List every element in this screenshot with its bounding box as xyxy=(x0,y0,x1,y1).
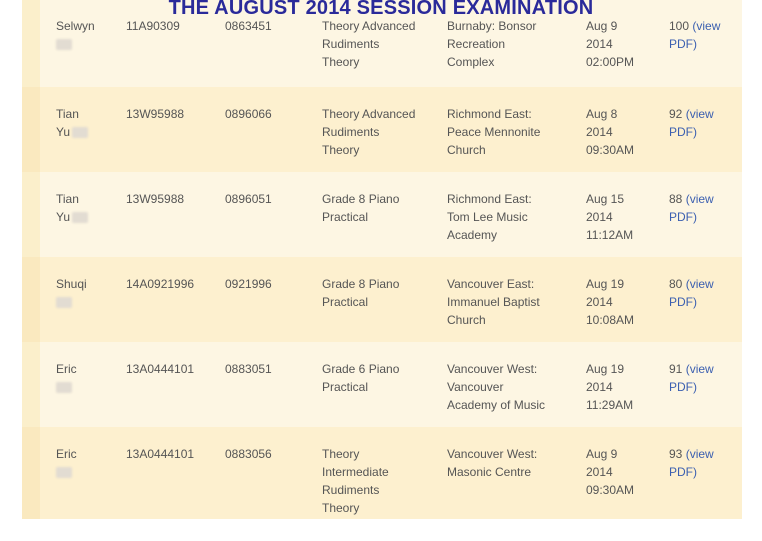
student-id: 13A0444101 xyxy=(126,447,195,461)
first-name: Eric xyxy=(56,362,77,376)
exam-name: Grade 6 Piano Practical xyxy=(322,362,400,394)
student-id: 13W95988 xyxy=(126,107,185,121)
result-cell xyxy=(669,105,739,141)
result-cell xyxy=(669,445,739,481)
results-table xyxy=(22,0,742,519)
table-row xyxy=(22,257,742,342)
redacted-surname xyxy=(56,297,72,308)
score: 80 xyxy=(669,277,683,291)
redacted-surname xyxy=(56,39,72,50)
name-cell xyxy=(56,17,116,53)
page-title: THE AUGUST 2014 SESSION EXAMINATION xyxy=(168,0,594,19)
table-row xyxy=(22,427,742,519)
student-id: 13A0444101 xyxy=(126,362,195,376)
view-pdf-link[interactable]: (view PDF) xyxy=(669,107,714,139)
table-row xyxy=(22,87,742,172)
result-cell xyxy=(669,360,739,396)
candidate-number: 0883051 xyxy=(225,362,272,376)
candidate-number: 0896051 xyxy=(225,192,272,206)
candidate-number: 0921996 xyxy=(225,277,272,291)
student-id: 14A0921996 xyxy=(126,277,195,291)
exam-location: Vancouver West: Masonic Centre xyxy=(447,447,538,479)
first-name: Selwyn xyxy=(56,19,95,33)
score: 91 xyxy=(669,362,683,376)
candidate-number: 0883056 xyxy=(225,447,272,461)
view-pdf-link[interactable]: (view PDF) xyxy=(669,19,721,51)
exam-date: Aug 8 2014 09:30AM xyxy=(586,107,635,157)
row-stripe xyxy=(22,172,40,257)
redacted-surname xyxy=(72,212,88,223)
score: 92 xyxy=(669,107,683,121)
exam-date: Aug 15 2014 11:12AM xyxy=(586,192,634,242)
view-pdf-link[interactable]: (view PDF) xyxy=(669,192,714,224)
view-pdf-link[interactable]: (view PDF) xyxy=(669,447,714,479)
exam-name: Theory Advanced Rudiments Theory xyxy=(322,19,416,69)
exam-date: Aug 19 2014 10:08AM xyxy=(586,277,635,327)
exam-location: Vancouver East: Immanuel Baptist Church xyxy=(447,277,540,327)
score: 100 xyxy=(669,19,690,33)
row-stripe xyxy=(22,87,40,172)
exam-name: Theory Intermediate Rudiments Theory xyxy=(322,447,389,515)
student-id: 13W95988 xyxy=(126,192,185,206)
name-cell xyxy=(56,105,116,141)
result-cell xyxy=(669,275,739,311)
exam-location: Richmond East: Tom Lee Music Academy xyxy=(447,192,532,242)
student-id: 11A90309 xyxy=(126,19,180,33)
exam-date: Aug 9 2014 09:30AM xyxy=(586,447,635,497)
view-pdf-link[interactable]: (view PDF) xyxy=(669,362,714,394)
view-pdf-link[interactable]: (view PDF) xyxy=(669,277,714,309)
candidate-number: 0896066 xyxy=(225,107,272,121)
table-row xyxy=(22,172,742,257)
row-stripe xyxy=(22,342,40,427)
redacted-surname xyxy=(56,467,72,478)
first-name: Eric xyxy=(56,447,77,461)
row-stripe xyxy=(22,427,40,519)
result-cell xyxy=(669,190,739,226)
score: 93 xyxy=(669,447,683,461)
redacted-surname xyxy=(72,127,88,138)
first-name: Tian Yu xyxy=(56,192,79,224)
name-cell xyxy=(56,445,116,481)
exam-location: Richmond East: Peace Mennonite Church xyxy=(447,107,541,157)
table-row xyxy=(22,342,742,427)
candidate-number: 0863451 xyxy=(225,19,272,33)
exam-location: Burnaby: Bonsor Recreation Complex xyxy=(447,19,537,69)
exam-date: Aug 9 2014 02:00PM xyxy=(586,19,635,69)
name-cell xyxy=(56,275,116,311)
first-name: Tian Yu xyxy=(56,107,79,139)
row-stripe xyxy=(22,257,40,342)
exam-date: Aug 19 2014 11:29AM xyxy=(586,362,634,412)
redacted-surname xyxy=(56,382,72,393)
exam-location: Vancouver West: Vancouver Academy of Music xyxy=(447,362,546,412)
first-name: Shuqi xyxy=(56,277,87,291)
result-cell xyxy=(669,17,739,53)
name-cell xyxy=(56,190,116,226)
score: 88 xyxy=(669,192,683,206)
name-cell xyxy=(56,360,116,396)
exam-name: Theory Advanced Rudiments Theory xyxy=(322,107,416,157)
exam-name: Grade 8 Piano Practical xyxy=(322,192,400,224)
exam-name: Grade 8 Piano Practical xyxy=(322,277,400,309)
